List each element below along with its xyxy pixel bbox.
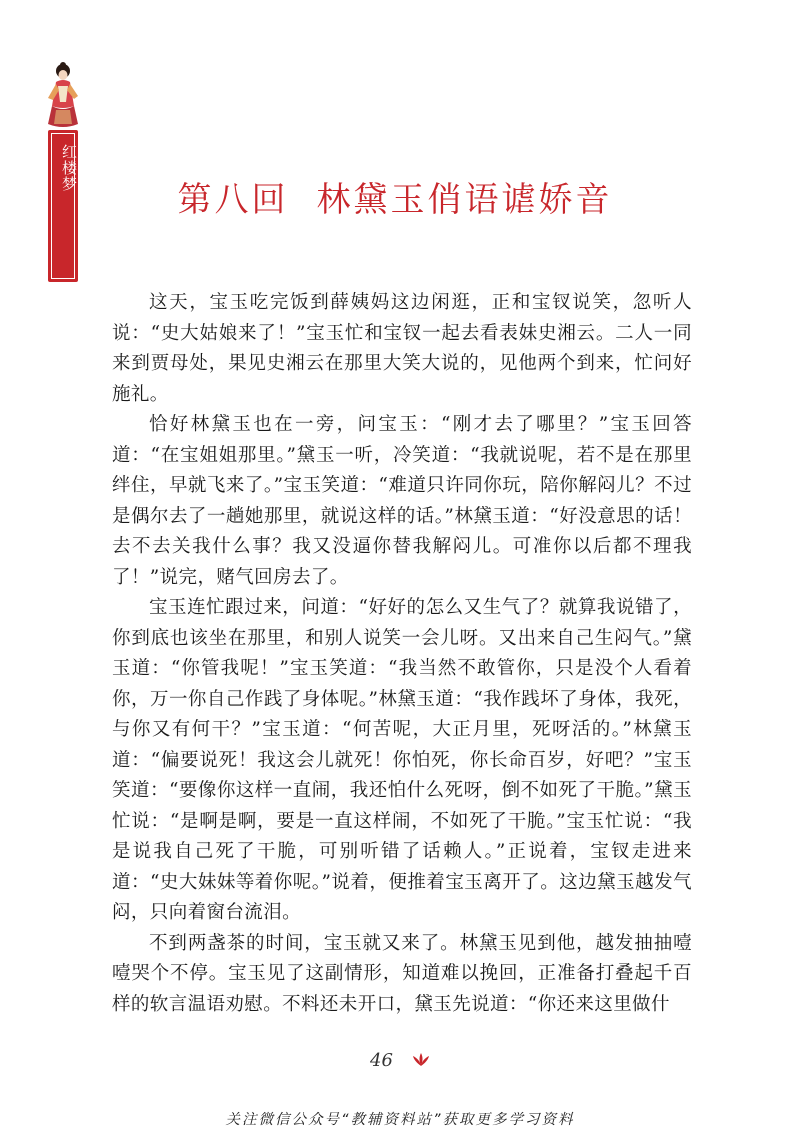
book-title-label: 红楼梦 — [60, 144, 78, 192]
chapter-name: 林黛玉俏语谑娇音 — [316, 180, 613, 220]
chapter-title — [160, 172, 630, 221]
chapter-number: 第八回 — [177, 180, 289, 220]
paragraph: 不到两盏茶的时间，宝玉就又来了。林黛玉见到他，越发抽抽噎噎哭个不停。宝玉见了这副情形，知道难以挽回，正准备打叠起千百样的软言温语劝慰。不料还未开口，黛玉先说道：“你还来这里做什 — [112, 932, 692, 1015]
page-number: 46 — [370, 1050, 393, 1071]
paragraph: 这天，宝玉吃完饭到薛姨妈这边闲逛，正和宝钗说笑，忽听人说：“史大姑娘来了！”宝玉忙和宝钗一起去看表妹史湘云。二人一同来到贾母处，果见史湘云在那里大笑大说的，见他两个到来，忙问好施礼。 — [112, 292, 692, 405]
flower-ornament-icon — [412, 1052, 430, 1068]
sidebar-decoration — [40, 62, 86, 224]
book-title-tab — [48, 130, 78, 282]
chapter-body — [112, 288, 692, 1020]
lady-figure-icon — [44, 62, 82, 130]
paragraph: 恰好林黛玉也在一旁，问宝玉：“刚才去了哪里？”宝玉回答道：“在宝姐姐那里。”黛玉一听，冷笑道：“我就说呢，若不是在那里绊住，早就飞来了。”宝玉笑道：“难道只许同你玩，陪你解闷儿？不过是偶尔去了一趟她那里，就说这样的话。”林黛玉道：“好没意思的话！去不去关我什么事？我又没逼你替我解闷儿。可准你以后都不理我了！”说完，赌气回房去了。 — [112, 414, 692, 588]
paragraph: 宝玉连忙跟过来，问道：“好好的怎么又生气了？就算我说错了，你到底也该坐在那里，和别人说笑一会儿呀。又出来自己生闷气。”黛玉道：“你管我呢！”宝玉笑道：“我当然不敢管你，只是没个人看着你，万一你自己作践了身体呢。”林黛玉道：“我作践坏了身体，我死，与你又有何干？”宝玉道：“何苦呢，大正月里，死呀活的。”林黛玉道：“偏要说死！我这会儿就死！你怕死，你长命百岁，好吧？”宝玉笑道：“要像你这样一直闹，我还怕什么死呀，倒不如死了干脆。”黛玉忙说：“是啊是啊，要是一直这样闹，不如死了干脆。”宝玉忙说：“我是说我自己死了干脆，可别听错了话赖人。”正说着，宝钗走进来道：“史大妹妹等着你呢。”说着，便推着宝玉离开了。这边黛玉越发气闷，只向着窗台流泪。 — [112, 597, 692, 923]
footer-note: 关注微信公众号“教辅资料站”获取更多学习资料 — [225, 1112, 575, 1128]
